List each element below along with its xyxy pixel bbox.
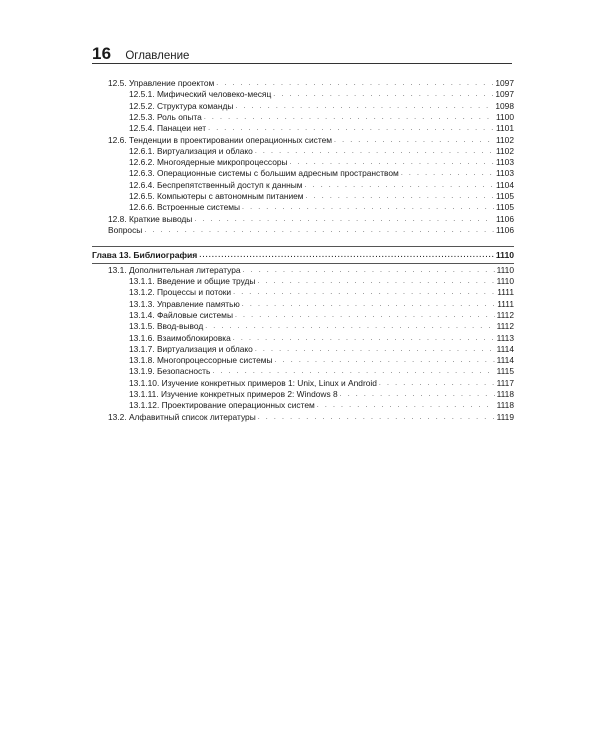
dot-leader [199, 251, 494, 261]
toc-entry-page: 1106 [495, 224, 514, 235]
toc-entry-title: 12.6.1. Виртуализация и облако [129, 145, 253, 156]
toc-entry-title: 12.6.2. Многоядерные микропроцессоры [129, 157, 288, 168]
toc-entry-page: 1104 [495, 179, 514, 190]
dot-leader [144, 226, 494, 236]
toc-entry [92, 157, 514, 168]
toc-entry [92, 146, 514, 157]
dot-leader [258, 413, 495, 423]
toc-entry-page: 1106 [495, 213, 514, 224]
toc-entry [92, 333, 514, 344]
toc-entry-page: 1118 [496, 389, 514, 399]
toc-entry-title: 13.2. Алфавитный список литературы [108, 411, 256, 422]
toc-entry [92, 78, 514, 89]
header-rule [92, 63, 512, 64]
toc-entry-title: 13.1.10. Изучение конкретных примеров 1: Unix, Linux и Android [129, 377, 377, 388]
dot-leader [212, 367, 494, 377]
toc-entry [92, 389, 514, 400]
toc-entry-title: 13.1.5. Ввод-вывод [129, 321, 204, 332]
toc-entry-title: 13.1. Дополнительная литература [108, 264, 241, 275]
toc-entry-page: 1102 [495, 145, 514, 156]
toc-entry-page: 1112 [496, 321, 514, 332]
dot-leader [334, 136, 494, 146]
toc-entry-title: 12.6.4. Беспрепятственный доступ к данным [129, 179, 303, 190]
running-title: Оглавление [125, 50, 190, 62]
toc-entry [92, 321, 514, 332]
dot-leader [242, 203, 494, 213]
toc-entry-page: 1103 [495, 157, 514, 168]
dot-leader [194, 215, 494, 225]
toc-entry-title: 12.6.3. Операционные системы с большим адресным пространством [129, 168, 399, 179]
dot-leader [255, 345, 495, 355]
dot-leader [306, 192, 494, 202]
page-number: 16 [92, 44, 112, 63]
toc-entry-page: 1112 [496, 309, 514, 320]
dot-leader [255, 147, 494, 157]
toc-entry-title: 13.1.6. Взаимоблокировка [129, 332, 231, 343]
toc-entry [92, 168, 514, 179]
toc-entry-title: 13.1.9. Безопасность [129, 366, 211, 377]
toc-entry-page: 1102 [495, 134, 514, 145]
dot-leader [235, 102, 493, 112]
toc-entry-title: 13.1.2. Процессы и потоки [129, 287, 232, 298]
toc-entry-title: 12.6.5. Компьютеры с автономным питанием [129, 191, 304, 201]
toc-entry [92, 101, 514, 112]
toc-entry-title: 12.5.3. Роль опыта [129, 111, 202, 122]
toc-entry-page: 1111 [497, 287, 514, 298]
toc-entry [92, 378, 514, 389]
toc-entry-title: 13.1.11. Изучение конкретных примеров 2: Windows 8 [129, 389, 338, 399]
dot-leader [235, 311, 495, 321]
toc-entry-page: 1105 [495, 202, 514, 213]
dot-leader [317, 401, 495, 411]
dot-leader [275, 356, 495, 366]
toc-entry-page: 1103 [495, 168, 514, 179]
dot-leader [205, 322, 494, 332]
toc-chapter-entry [92, 250, 514, 261]
toc-entry [92, 191, 514, 202]
toc-entry-page: 1110 [495, 249, 514, 260]
toc-entry-title: 13.1.12. Проектирование операционных систем [129, 400, 315, 411]
toc-entry-page: 1111 [497, 298, 514, 309]
toc-entry-title: 13.1.8. Многопроцессорные системы [129, 355, 273, 366]
toc-entry-page: 1101 [495, 123, 514, 134]
toc-entry [92, 310, 514, 321]
dot-leader [233, 334, 495, 344]
toc-entry-title: 13.1.3. Управление памятью [129, 298, 240, 309]
toc-entry-page: 1114 [496, 343, 514, 354]
toc-entry-title: 12.5.4. Панацеи нет [129, 123, 207, 134]
toc-entry-title: 12.5.2. Структура команды [129, 100, 234, 111]
toc-entry-page: 1119 [496, 411, 514, 422]
toc-entry [92, 287, 514, 298]
dot-leader [340, 390, 495, 400]
chapter-rule-top [92, 246, 514, 247]
toc-entry-page: 1115 [496, 366, 514, 377]
toc-entry-title: Вопросы [108, 224, 143, 235]
toc-entry [92, 366, 514, 377]
dot-leader [257, 277, 494, 287]
toc-entry [92, 412, 514, 423]
dot-leader [379, 379, 495, 389]
toc-entry [92, 265, 514, 276]
toc-entry-title: 12.6. Тенденции в проектировании операционных систем [108, 134, 333, 145]
toc-entry [92, 202, 514, 213]
dot-leader [208, 124, 494, 134]
toc-entry-page: 1110 [496, 264, 514, 275]
toc-entry-page: 1098 [495, 100, 514, 111]
toc-entry [92, 355, 514, 366]
toc-entry-title: 13.1.1. Введение и общие труды [129, 276, 256, 286]
toc-entry [92, 276, 514, 287]
toc-entry [92, 344, 514, 355]
dot-leader [290, 158, 494, 168]
toc-entry [92, 89, 514, 100]
toc-entry-page: 1105 [495, 191, 514, 201]
toc-entry-page: 1097 [495, 78, 514, 88]
dot-leader [242, 300, 495, 310]
toc-entry-title: Глава 13. Библиография [92, 249, 198, 260]
toc-entry-title: 13.1.4. Файловые системы [129, 309, 233, 320]
dot-leader [273, 90, 493, 100]
dot-leader [216, 79, 493, 89]
toc-entry [92, 123, 514, 134]
toc-entry-page: 1117 [496, 377, 514, 388]
toc-entry-page: 1100 [495, 111, 514, 122]
toc-entry-page: 1114 [496, 355, 514, 366]
toc-entry [92, 400, 514, 411]
toc-entry [92, 112, 514, 123]
dot-leader [305, 181, 494, 191]
dot-leader [233, 288, 495, 298]
chapter-rule-bottom [92, 263, 514, 264]
toc-entry-title: 13.1.7. Виртуализация и облако [129, 343, 253, 354]
toc-entry-title: 12.6.6. Встроенные системы [129, 202, 241, 213]
toc-entry-page: 1118 [496, 400, 514, 411]
toc-entry [92, 180, 514, 191]
dot-leader [401, 169, 494, 179]
toc-entry-title: 12.5. Управление проектом [108, 78, 215, 88]
dot-leader [243, 266, 495, 276]
toc-entry [92, 225, 514, 236]
toc-entry-page: 1113 [496, 332, 514, 343]
toc-entry [92, 299, 514, 310]
toc-entry-page: 1110 [496, 276, 514, 286]
toc-entry-page: 1097 [495, 89, 514, 100]
toc-entry-title: 12.5.1. Мифический человеко-месяц [129, 89, 272, 100]
toc-entry [92, 135, 514, 146]
toc-entry [92, 214, 514, 225]
dot-leader [204, 113, 494, 123]
toc-entry-title: 12.8. Краткие выводы [108, 213, 193, 224]
